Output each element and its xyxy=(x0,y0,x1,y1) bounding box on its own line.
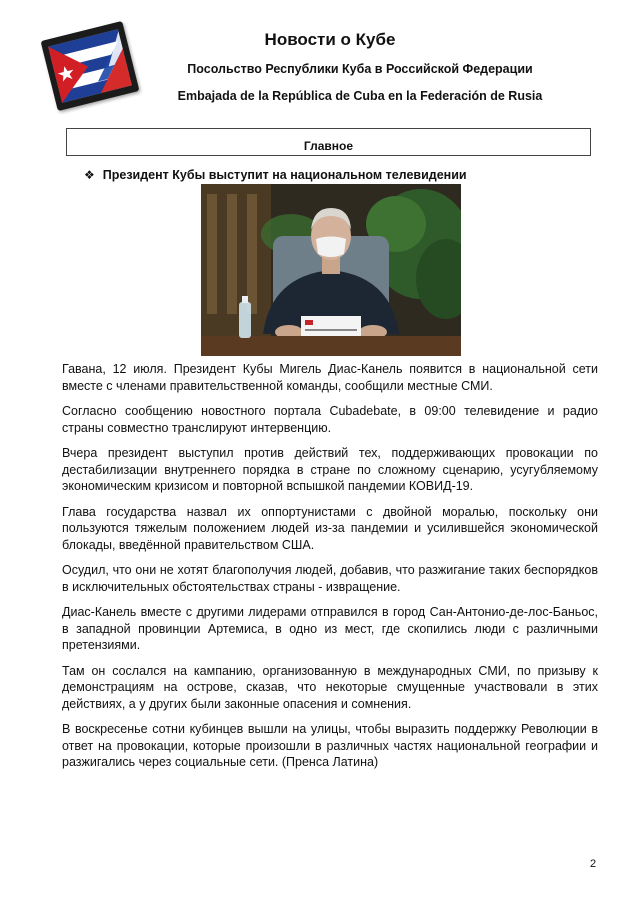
article-paragraph: Вчера президент выступил против действий тех, поддерживающих провокации по дестабилизации внутреннего порядка в стране по сложному сценарию, усугубляемому экономическим кризисом и повторной вспышкой пандемии КОВИД-19. xyxy=(62,446,598,493)
flag-cuba-russia-icon xyxy=(40,26,140,110)
article-headline xyxy=(84,168,467,182)
section-label: Главное xyxy=(303,139,354,153)
article-photo xyxy=(201,184,461,356)
article-paragraph: В воскресенье сотни кубинцев вышли на улицы, чтобы выразить поддержку Революции в ответ на провокации, которые произошли в различных частях национальной географии и разжигались через социальные сети. (Пренса Латина) xyxy=(62,722,598,769)
article-paragraph: Там он сослался на кампанию, организованную в международных СМИ, по призыву к демонстрациям на острове, сказав, что некоторые смущенные участвовали в этих действиях, а у других были законные опасения и сомнения. xyxy=(62,663,598,711)
article-paragraph: Осудил, что они не хотят благополучия людей, добавив, что разжигание таких беспорядков в исключительных обстоятельствах страны - извращение. xyxy=(62,563,598,594)
article-paragraph: Диас-Канель вместе с другими лидерами отправился в город Сан-Антонио-де-лос-Баньос, в западной провинции Артемиса, в одно из мест, где скопились люди с различными претензиями. xyxy=(62,605,598,652)
article-paragraph: Гавана, 12 июля. Президент Кубы Мигель Диас-Канель появится в национальной сети вместе с членами правительственной команды, сообщили местные СМИ. xyxy=(62,362,598,393)
embassy-name-es: Embajada de la República de Cuba en la Federación de Rusia xyxy=(177,89,543,103)
page-number: 2 xyxy=(590,858,597,870)
headline-text: Президент Кубы выступит на национальном телевидении xyxy=(102,168,467,182)
article-paragraph: Согласно сообщению новостного портала Cubadebate, в 09:00 телевидение и радио страны совместно транслируют интервенцию. xyxy=(62,404,598,435)
section-header-box xyxy=(66,128,591,156)
diamond-bullet-icon: ❖ xyxy=(84,168,95,182)
embassy-name-ru: Посольство Республики Куба в Российской Федерации xyxy=(187,62,533,76)
article-paragraph: Глава государства назвал их оппортунистами с двойной моралью, поскольку они пользуются тяжелым положением людей из-за пандемии и усилившейся экономической блокады, введённой правительством США. xyxy=(62,504,598,552)
article-body xyxy=(62,361,598,780)
newsletter-title: Новости о Кубе xyxy=(264,30,396,49)
